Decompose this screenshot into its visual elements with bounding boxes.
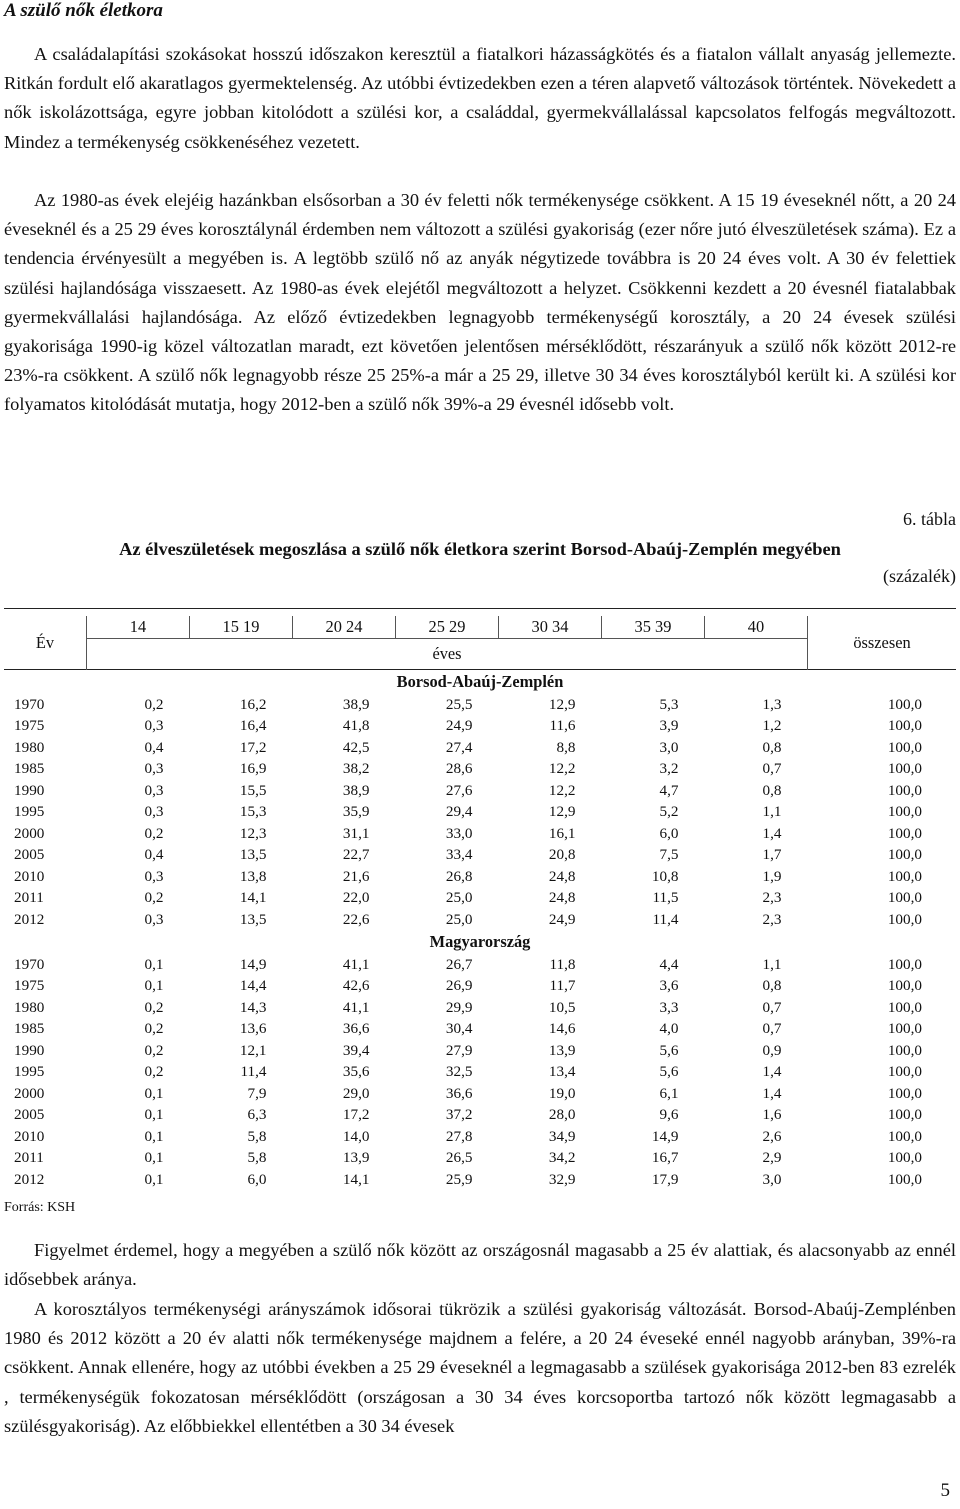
value-cell: 0,3 <box>144 867 164 885</box>
value-cell: 13,9 <box>342 1149 370 1167</box>
table-title: Az élveszületések megoszlása a szülő nők életkora szerint Borsod-Abaúj-Zemplén megyében <box>119 539 841 559</box>
value-cell: 100,0 <box>887 738 922 756</box>
value-cell: 0,3 <box>144 760 164 778</box>
table-row <box>4 909 956 930</box>
value-cell: 22,7 <box>342 846 370 864</box>
value-cell: 17,2 <box>239 738 267 756</box>
year-cell: 2005 <box>14 846 45 864</box>
value-cell: 14,1 <box>239 889 267 907</box>
value-cell: 25,0 <box>445 910 473 928</box>
value-cell: 0,3 <box>144 717 164 735</box>
value-cell: 11,6 <box>549 717 576 735</box>
value-cell: 14,9 <box>651 1127 679 1145</box>
value-cell: 3,9 <box>659 717 679 735</box>
value-cell: 0,1 <box>144 1084 164 1102</box>
year-cell: 1995 <box>14 803 45 821</box>
header-age-30-34: 30 34 <box>499 616 602 639</box>
value-cell: 3,2 <box>659 760 679 778</box>
value-cell: 22,6 <box>342 910 370 928</box>
value-cell: 100,0 <box>887 696 922 713</box>
header-age-20-24: 20 24 <box>293 616 396 639</box>
year-cell: 2012 <box>14 1170 45 1188</box>
value-cell: 0,1 <box>144 1127 164 1145</box>
value-cell: 27,8 <box>445 1127 473 1145</box>
value-cell: 16,2 <box>239 696 267 713</box>
value-cell: 17,2 <box>342 1106 370 1124</box>
value-cell: 13,5 <box>239 910 267 928</box>
year-cell: 1990 <box>14 781 45 799</box>
value-cell: 33,4 <box>445 846 473 864</box>
value-cell: 0,2 <box>144 824 164 842</box>
value-cell: 1,7 <box>762 846 782 864</box>
year-cell: 2000 <box>14 824 45 842</box>
value-cell: 100,0 <box>887 803 922 821</box>
value-cell: 5,3 <box>659 696 679 713</box>
value-cell: 14,1 <box>342 1170 370 1188</box>
table-row <box>4 1147 956 1168</box>
value-cell: 100,0 <box>887 846 922 864</box>
value-cell: 5,6 <box>659 1063 679 1081</box>
value-cell: 34,9 <box>548 1127 576 1145</box>
value-cell: 29,4 <box>445 803 473 821</box>
table-row <box>4 1083 956 1104</box>
value-cell: 27,4 <box>445 738 473 756</box>
value-cell: 28,6 <box>445 760 473 778</box>
table-row <box>4 758 956 779</box>
value-cell: 32,5 <box>445 1063 473 1081</box>
value-cell: 12,2 <box>548 760 576 778</box>
value-cell: 27,9 <box>445 1041 473 1059</box>
table-top-rule <box>4 608 956 609</box>
value-cell: 0,7 <box>762 760 782 778</box>
value-cell: 1,1 <box>762 955 782 973</box>
value-cell: 25,9 <box>445 1170 473 1188</box>
header-sub-label: éves <box>87 639 808 670</box>
year-cell: 1985 <box>14 760 45 778</box>
value-cell: 4,4 <box>659 955 679 973</box>
value-cell: 38,9 <box>342 696 370 713</box>
value-cell: 34,2 <box>548 1149 576 1167</box>
value-cell: 100,0 <box>887 1127 922 1145</box>
year-cell: 1975 <box>14 717 45 735</box>
value-cell: 26,5 <box>445 1149 473 1167</box>
value-cell: 100,0 <box>887 955 922 973</box>
value-cell: 1,6 <box>762 1106 782 1124</box>
table-row <box>4 997 956 1018</box>
value-cell: 27,6 <box>445 781 473 799</box>
value-cell: 35,6 <box>342 1063 370 1081</box>
value-cell: 100,0 <box>887 889 922 907</box>
value-cell: 0,3 <box>144 910 164 928</box>
value-cell: 30,4 <box>445 1020 473 1038</box>
header-total: összesen <box>808 616 957 670</box>
table-row <box>4 1040 956 1061</box>
page-number: 5 <box>940 1480 950 1501</box>
value-cell: 100,0 <box>887 1063 922 1081</box>
value-cell: 14,4 <box>239 977 267 995</box>
value-cell: 24,8 <box>548 867 576 885</box>
year-cell: 1970 <box>14 955 45 973</box>
value-cell: 0,2 <box>144 1063 164 1081</box>
value-cell: 3,6 <box>659 977 679 995</box>
value-cell: 100,0 <box>887 760 922 778</box>
value-cell: 7,9 <box>247 1084 267 1102</box>
year-cell: 2012 <box>14 910 45 928</box>
value-cell: 29,0 <box>342 1084 370 1102</box>
value-cell: 12,1 <box>239 1041 267 1059</box>
year-cell: 1990 <box>14 1041 45 1059</box>
value-cell: 1,4 <box>762 824 782 842</box>
value-cell: 41,8 <box>342 717 370 735</box>
value-cell: 11,4 <box>652 910 679 928</box>
section-title: Borsod-Abaúj-Zemplén <box>396 672 564 691</box>
value-cell: 6,3 <box>247 1106 267 1124</box>
value-cell: 41,1 <box>342 955 370 973</box>
value-cell: 0,3 <box>144 781 164 799</box>
value-cell: 10,8 <box>651 867 679 885</box>
value-cell: 38,2 <box>342 760 370 778</box>
table-row <box>4 1061 956 1082</box>
value-cell: 42,5 <box>342 738 370 756</box>
value-cell: 35,9 <box>342 803 370 821</box>
value-cell: 0,1 <box>144 1106 164 1124</box>
paragraph-comparison: Figyelmet érdemel, hogy a megyében a szülő nők között az országosnál magasabb a 25 év alattiak, és alacsonyabb az ennél idősebbek aránya. <box>4 1240 956 1290</box>
table-row <box>4 715 956 736</box>
value-cell: 16,4 <box>239 717 267 735</box>
value-cell: 100,0 <box>887 1041 922 1059</box>
value-cell: 0,8 <box>762 977 782 995</box>
value-cell: 100,0 <box>887 1149 922 1167</box>
value-cell: 17,9 <box>651 1170 679 1188</box>
value-cell: 26,7 <box>445 955 473 973</box>
table-unit: (százalék) <box>883 566 956 586</box>
value-cell: 26,9 <box>445 977 473 995</box>
value-cell: 5,8 <box>247 1127 267 1145</box>
table-source: Forrás: KSH <box>4 1200 76 1215</box>
year-cell: 1995 <box>14 1063 45 1081</box>
value-cell: 41,1 <box>342 998 370 1016</box>
value-cell: 32,9 <box>548 1170 576 1188</box>
value-cell: 16,7 <box>651 1149 679 1167</box>
value-cell: 7,5 <box>659 846 679 864</box>
value-cell: 11,5 <box>652 889 679 907</box>
value-cell: 3,0 <box>659 738 679 756</box>
value-cell: 0,7 <box>762 998 782 1016</box>
value-cell: 26,8 <box>445 867 473 885</box>
value-cell: 4,7 <box>659 781 679 799</box>
value-cell: 2,3 <box>762 910 782 928</box>
paragraph-fertility-rates: A korosztályos termékenységi arányszámok idősorai tükrözik a szülési gyakoriság változását. Borsod-Abaúj-Zemplénben 1980 és 2012 között a 20 év alatti nők termékenysége majdnem a felére, a 20 24 éveseké ennél nagyobb arányban, 39%-ra csökkent. Annak ellenére, hogy az utóbbi években a 25 29 éveseknél a legmagasabb a szülések gyakorisága 2012-ben 83 ezrelék , termékenységük fokozatosan mérséklődött (országosan a 30 34 éves korcsoportba tartozó nők között legmagasabb a szülésgyakoriság). Az előbbiekkel ellentétben a 30 34 évesek <box>4 1299 956 1436</box>
value-cell: 100,0 <box>887 824 922 842</box>
value-cell: 100,0 <box>887 781 922 799</box>
year-cell: 1970 <box>14 696 45 713</box>
value-cell: 0,7 <box>762 1020 782 1038</box>
value-cell: 0,8 <box>762 781 782 799</box>
value-cell: 14,9 <box>239 955 267 973</box>
value-cell: 12,9 <box>548 803 576 821</box>
value-cell: 1,1 <box>762 803 782 821</box>
value-cell: 100,0 <box>887 977 922 995</box>
value-cell: 1,4 <box>762 1084 782 1102</box>
value-cell: 5,2 <box>659 803 679 821</box>
value-cell: 16,1 <box>548 824 576 842</box>
value-cell: 6,0 <box>659 824 679 842</box>
value-cell: 13,9 <box>548 1041 576 1059</box>
value-cell: 3,3 <box>659 998 679 1016</box>
value-cell: 13,8 <box>239 867 267 885</box>
value-cell: 5,8 <box>247 1149 267 1167</box>
value-cell: 21,6 <box>342 867 370 885</box>
year-cell: 2010 <box>14 1127 45 1145</box>
value-cell: 6,1 <box>659 1084 679 1102</box>
value-cell: 10,5 <box>548 998 576 1016</box>
table-row <box>4 801 956 822</box>
value-cell: 29,9 <box>445 998 473 1016</box>
value-cell: 16,9 <box>239 760 267 778</box>
value-cell: 15,5 <box>239 781 267 799</box>
table-row <box>4 1018 956 1039</box>
value-cell: 20,8 <box>548 846 576 864</box>
value-cell: 13,4 <box>548 1063 576 1081</box>
value-cell: 12,2 <box>548 781 576 799</box>
table-row <box>4 1126 956 1147</box>
section-heading: A szülő nők életkora <box>4 0 163 21</box>
value-cell: 25,5 <box>445 696 473 713</box>
value-cell: 100,0 <box>887 867 922 885</box>
value-cell: 33,0 <box>445 824 473 842</box>
value-cell: 0,2 <box>144 696 164 713</box>
value-cell: 100,0 <box>887 1084 922 1102</box>
value-cell: 1,9 <box>762 867 782 885</box>
value-cell: 37,2 <box>445 1106 473 1124</box>
value-cell: 14,6 <box>548 1020 576 1038</box>
value-cell: 24,9 <box>548 910 576 928</box>
value-cell: 36,6 <box>445 1084 473 1102</box>
table-row <box>4 975 956 996</box>
table-row <box>4 737 956 758</box>
paragraph-intro: A családalapítási szokásokat hosszú időszakon keresztül a fiatalkori házasságkötés és a fiatalon vállalt anyaság jellemezte. Ritkán fordult elő akaratlagos gyermektelenség. Az utóbbi évtizedekben ezen a téren alapvető változások történtek. Növekedett a nők iskolázottsága, egyre jobban kitolódott a szülési kor, a családdal, gyermekvállalással kapcsolatos felfogás megváltozott. Mindez a termékenység csökkenéséhez vezetett. <box>4 44 956 152</box>
value-cell: 0,1 <box>144 1170 164 1188</box>
value-cell: 1,4 <box>762 1063 782 1081</box>
year-cell: 1980 <box>14 998 45 1016</box>
table-row <box>4 823 956 844</box>
value-cell: 6,0 <box>247 1170 267 1188</box>
value-cell: 0,2 <box>144 1041 164 1059</box>
header-age-35-39: 35 39 <box>602 616 705 639</box>
value-cell: 13,5 <box>239 846 267 864</box>
value-cell: 25,0 <box>445 889 473 907</box>
value-cell: 0,1 <box>144 977 164 995</box>
value-cell: 42,6 <box>342 977 370 995</box>
year-cell: 2000 <box>14 1084 45 1102</box>
value-cell: 14,0 <box>342 1127 370 1145</box>
header-age-15-19: 15 19 <box>190 616 293 639</box>
table-row <box>4 780 956 801</box>
value-cell: 15,3 <box>239 803 267 821</box>
value-cell: 11,4 <box>240 1063 267 1081</box>
value-cell: 0,2 <box>144 998 164 1016</box>
value-cell: 12,9 <box>548 696 576 713</box>
year-cell: 1980 <box>14 738 45 756</box>
table-row <box>4 887 956 908</box>
value-cell: 14,3 <box>239 998 267 1016</box>
value-cell: 100,0 <box>887 998 922 1016</box>
table-row <box>4 1104 956 1125</box>
value-cell: 0,4 <box>144 846 164 864</box>
value-cell: 0,9 <box>762 1041 782 1059</box>
value-cell: 24,8 <box>548 889 576 907</box>
value-cell: 28,0 <box>548 1106 576 1124</box>
value-cell: 2,6 <box>762 1127 782 1145</box>
year-cell: 2011 <box>14 1149 44 1167</box>
value-cell: 2,3 <box>762 889 782 907</box>
value-cell: 0,2 <box>144 889 164 907</box>
table-row <box>4 866 956 887</box>
year-cell: 1985 <box>14 1020 45 1038</box>
year-cell: 2011 <box>14 889 44 907</box>
header-age-14: 14 <box>87 616 190 639</box>
section-title: Magyarország <box>429 931 531 951</box>
value-cell: 36,6 <box>342 1020 370 1038</box>
table-row <box>4 694 956 715</box>
value-cell: 2,9 <box>762 1149 782 1167</box>
value-cell: 13,6 <box>239 1020 267 1038</box>
table-row <box>4 954 956 975</box>
value-cell: 8,8 <box>556 738 576 756</box>
value-cell: 11,7 <box>549 977 576 995</box>
value-cell: 4,0 <box>659 1020 679 1038</box>
value-cell: 100,0 <box>887 1020 922 1038</box>
year-cell: 2005 <box>14 1106 45 1124</box>
value-cell: 100,0 <box>887 717 922 735</box>
table-row <box>4 1169 956 1190</box>
value-cell: 39,4 <box>342 1041 370 1059</box>
table-body <box>4 670 956 1190</box>
value-cell: 0,4 <box>144 738 164 756</box>
value-cell: 100,0 <box>887 1106 922 1124</box>
value-cell: 0,1 <box>144 1149 164 1167</box>
header-age-25-29: 25 29 <box>396 616 499 639</box>
table-number: 6. tábla <box>903 509 956 529</box>
table-section-row <box>4 670 956 694</box>
value-cell: 9,6 <box>659 1106 679 1124</box>
value-cell: 0,2 <box>144 1020 164 1038</box>
year-cell: 1975 <box>14 977 45 995</box>
value-cell: 0,3 <box>144 803 164 821</box>
value-cell: 24,9 <box>445 717 473 735</box>
value-cell: 1,3 <box>762 696 782 713</box>
header-year: Év <box>35 632 55 652</box>
value-cell: 3,0 <box>762 1170 782 1188</box>
birth-distribution-table <box>4 616 956 1190</box>
table-section-row <box>4 930 956 954</box>
value-cell: 0,1 <box>144 955 164 973</box>
value-cell: 12,3 <box>239 824 267 842</box>
table-row <box>4 844 956 865</box>
year-cell: 2010 <box>14 867 45 885</box>
value-cell: 100,0 <box>887 910 922 928</box>
value-cell: 11,8 <box>549 955 576 973</box>
header-age-40: 40 <box>705 616 808 639</box>
value-cell: 100,0 <box>887 1170 922 1188</box>
value-cell: 38,9 <box>342 781 370 799</box>
value-cell: 19,0 <box>548 1084 576 1102</box>
value-cell: 1,2 <box>762 717 782 735</box>
value-cell: 22,0 <box>342 889 370 907</box>
value-cell: 31,1 <box>342 824 370 842</box>
value-cell: 5,6 <box>659 1041 679 1059</box>
value-cell: 0,8 <box>762 738 782 756</box>
paragraph-trends: Az 1980-as évek elejéig hazánkban elsősorban a 30 év feletti nők termékenysége csökkent. A 15 19 éveseknél nőtt, a 20 24 éveseknél és a 25 29 éves korosztálynál érdemben nem változott a szülési gyakoriság (ezer nőre jutó élveszületések száma). Ez a tendencia érvényesült a megyében is. A legtöbb szülő nő az anyák négytizede továbbra is 20 24 éves volt. A 30 év felettiek szülési hajlandósága visszaesett. Az 1980-as évek elejétől megváltozott a helyzet. Csökkenni kezdett a 20 évesnél fiatalabbak gyermekvállalási hajlandósága. Az előző évtizedekben legnagyobb termékenységű korosztály, a 20 24 évesek szülési gyakorisága 1990-ig közel változatlan maradt, ezt követően jelentősen mérséklődött, részarányuk a szülő nők között 2012-re 23%-ra csökkent. A szülő nők legnagyobb része 25 25%-a már a 25 29, illetve 30 34 éves korosztályból került ki. A szülési kor folyamatos kitolódását mutatja, hogy 2012-ben a szülő nők 39%-a 29 évesnél idősebb volt. <box>4 190 956 415</box>
